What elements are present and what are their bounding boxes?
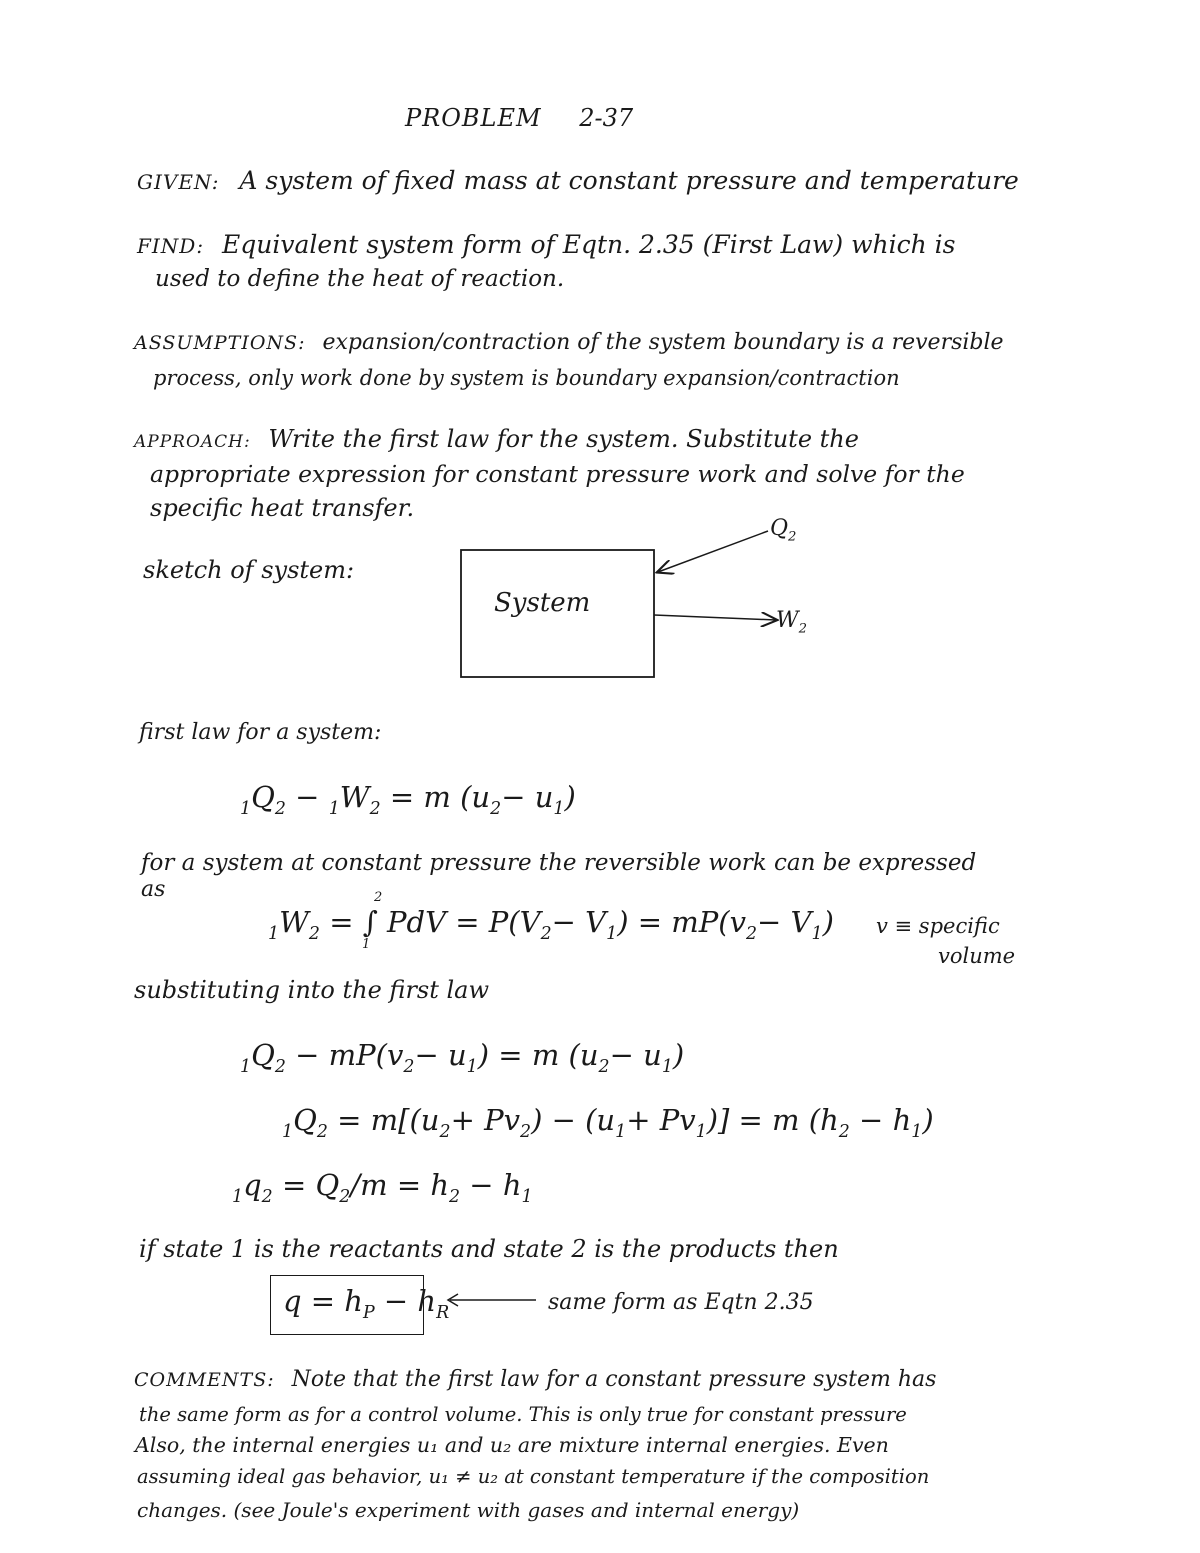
comments-section: COMMENTS: Note that the first law for a constant pressure system has [134, 1367, 937, 1392]
work-label: $W_2$ [776, 608, 808, 637]
given-section: GIVEN: A system of fixed mass at constant pressure and temperature [137, 166, 1019, 195]
assumptions-section: ASSUMPTIONS: expansion/contraction of the system boundary is a reversible [134, 330, 1004, 355]
substitution-equation-2: $_1Q_2 = m[(u_2+ Pv_2) - (u_1+ Pv_1)] = m$ $(h_2 - h_1)$ [282, 1103, 934, 1142]
system-sketch [0, 0, 1200, 720]
work-equation: $_1W_2$ = ∫ PdV = $P(V_2- V_1) = mP(v_2- V_1)$ [268, 905, 834, 944]
constant-pressure-line-1: for a system at constant pressure the reversible work can be expressed [141, 850, 977, 876]
approach-section: APPROACH: Write the first law for the system. Substitute the [134, 425, 859, 453]
approach-line-3: specific heat transfer. [150, 494, 415, 522]
sketch-label: sketch of system: [143, 556, 355, 584]
page-title: PROBLEM 2-37 [405, 104, 634, 132]
integral-lower-limit: 1 [362, 937, 371, 952]
find-section: FIND: Equivalent system form of Eqtn. 2.35 (First Law) which is [137, 230, 956, 259]
constant-pressure-line-2: as [141, 877, 166, 902]
heat-of-reaction-equation: $q = h_P - h_R$ [283, 1284, 450, 1323]
heat-label: $Q_2$ [770, 516, 797, 545]
work-arrow [654, 615, 776, 620]
specific-volume-note: v ≡ specific [876, 914, 1000, 938]
back-arrow [440, 1290, 540, 1310]
first-law-equation: $_1Q_2 - _1W_2 = m$ $(u_2- u_1)$ [240, 780, 576, 819]
approach-line-2: appropriate expression for constant pressure work and solve for the [150, 460, 965, 488]
assumptions-line-2: process, only work done by system is boundary expansion/contraction [153, 366, 900, 390]
find-line-2: used to define the heat of reaction. [155, 266, 565, 292]
states-line: if state 1 is the reactants and state 2 is the products then [139, 1235, 839, 1263]
comments-line-3: Also, the internal energies u₁ and u₂ are mixture internal energies. Even [135, 1433, 889, 1457]
system-box-label: System [494, 588, 591, 618]
comments-line-2: the same form as for a control volume. This is only true for constant pressure [139, 1403, 907, 1426]
first-law-heading: first law for a system: [139, 720, 382, 745]
integral-upper-limit: 2 [374, 890, 383, 905]
specific-volume-note-2: volume [938, 944, 1016, 968]
comments-line-5: changes. (see Joule's experiment with gases and internal energy) [137, 1498, 800, 1522]
same-form-note: same form as Eqtn 2.35 [548, 1290, 814, 1315]
heat-arrow [658, 531, 768, 572]
substituting-heading: substituting into the first law [134, 976, 490, 1004]
substitution-equation-1: $_1Q_2 - mP(v_2- u_1) = m$ $(u_2- u_1)$ [240, 1038, 685, 1077]
specific-heat-equation: $_1q_2 = Q_2/m = h_2 - h_1$ [232, 1168, 533, 1207]
comments-line-4: assuming ideal gas behavior, u₁ ≠ u₂ at constant temperature if the composition [137, 1465, 930, 1488]
